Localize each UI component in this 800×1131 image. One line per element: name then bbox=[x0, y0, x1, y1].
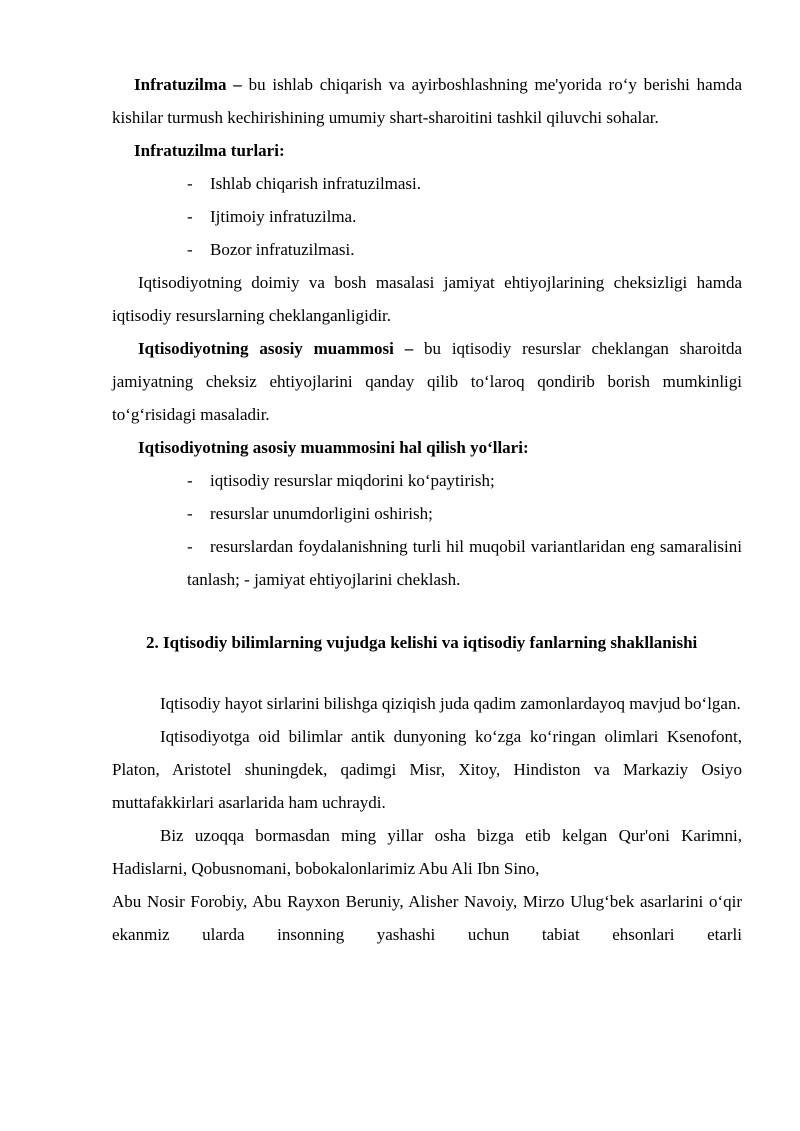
section-title: 2. Iqtisodiy bilimlarning vujudga kelishi va iqtisodiy fanlarning shakllanishi bbox=[146, 633, 698, 652]
list-item bbox=[112, 464, 742, 497]
list-item bbox=[112, 167, 742, 200]
list-item bbox=[112, 530, 742, 596]
solution-ways-list bbox=[112, 464, 742, 596]
list-item-text: resurslar unumdorligini oshirish; bbox=[210, 504, 433, 523]
paragraph: Iqtisodiyotga oid bilimlar antik dunyoning ko‘zga ko‘ringan olimlari Ksenofont, Platon, Aristotel shuningdek, qadimgi Misr, Xitoy, Hindiston va Markaziy Osiyo muttafakkirlari asarlarida ham uchraydi. bbox=[112, 727, 742, 812]
list-item-text: Bozor infratuzilmasi. bbox=[210, 240, 355, 259]
infrastructure-types-list bbox=[112, 167, 742, 266]
list-item-text: Ishlab chiqarish infratuzilmasi. bbox=[210, 174, 422, 193]
dash-marker: - bbox=[187, 240, 193, 259]
economy-main-issue-paragraph: Iqtisodiyotning doimiy va bosh masalasi jamiyat ehtiyojlarining cheksizligi hamda iqtisodiy resurslarning cheklanganligidir. bbox=[112, 273, 742, 325]
list-item bbox=[112, 200, 742, 233]
infrastructure-definition bbox=[112, 68, 742, 134]
dash-marker: - bbox=[187, 504, 193, 523]
list-item-text: iqtisodiy resurslar miqdorini ko‘paytirish; bbox=[210, 471, 495, 490]
dash-marker: - bbox=[187, 537, 193, 556]
dash-marker: - bbox=[244, 570, 250, 589]
dash-marker: - bbox=[187, 207, 193, 226]
paragraph: Abu Nosir Forobiy, Abu Rayxon Beruniy, Alisher Navoiy, Mirzo Ulug‘bek asarlarini o‘qir ekanmiz ularda insonning yashashi uchun tabiat ehsonlari etarli bbox=[112, 892, 742, 944]
economy-main-problem-text: bu iqtisodiy resurslar cheklangan sharoitda jamiyatning cheksiz ehtiyojlarini qanday qilib to‘laroq qondirib borish mumkinligi to‘g‘risidagi masaladir. bbox=[112, 339, 742, 424]
paragraph: Biz uzoqqa bormasdan ming yillar osha bizga etib kelgan Qur'oni Karimni, Hadislarni, Qobusnomani, bobokalonlarimiz Abu Ali Ibn Sino, bbox=[112, 826, 742, 878]
document-page bbox=[112, 68, 742, 951]
dash-marker: - bbox=[187, 174, 193, 193]
list-item bbox=[112, 233, 742, 266]
economy-main-problem-definition bbox=[112, 332, 742, 431]
list-item-text: jamiyat ehtiyojlarini cheklash. bbox=[254, 570, 461, 589]
paragraph: Iqtisodiy hayot sirlarini bilishga qiziqish juda qadim zamonlardayoq mavjud bo‘lgan. bbox=[160, 694, 741, 713]
list-item-text: Ijtimoiy infratuzilma. bbox=[210, 207, 357, 226]
list-item bbox=[112, 497, 742, 530]
list-item-text: resurslardan foydalanishning turli hil muqobil variantlaridan eng samaralisini tanlash; bbox=[187, 537, 742, 589]
infrastructure-types-heading: Infratuzilma turlari: bbox=[134, 141, 285, 160]
infrastructure-definition-text: bu ishlab chiqarish va ayirboshlashning me'yorida ro‘y berishi hamda kishilar turmush kechirishining umumiy shart-sharoitini tashkil qiluvchi sohalar. bbox=[112, 75, 742, 127]
infrastructure-term: Infratuzilma – bbox=[134, 75, 242, 94]
solution-ways-heading: Iqtisodiyotning asosiy muammosini hal qilish yo‘llari: bbox=[138, 438, 529, 457]
economy-main-problem-term: Iqtisodiyotning asosiy muammosi – bbox=[138, 339, 414, 358]
dash-marker: - bbox=[187, 471, 193, 490]
